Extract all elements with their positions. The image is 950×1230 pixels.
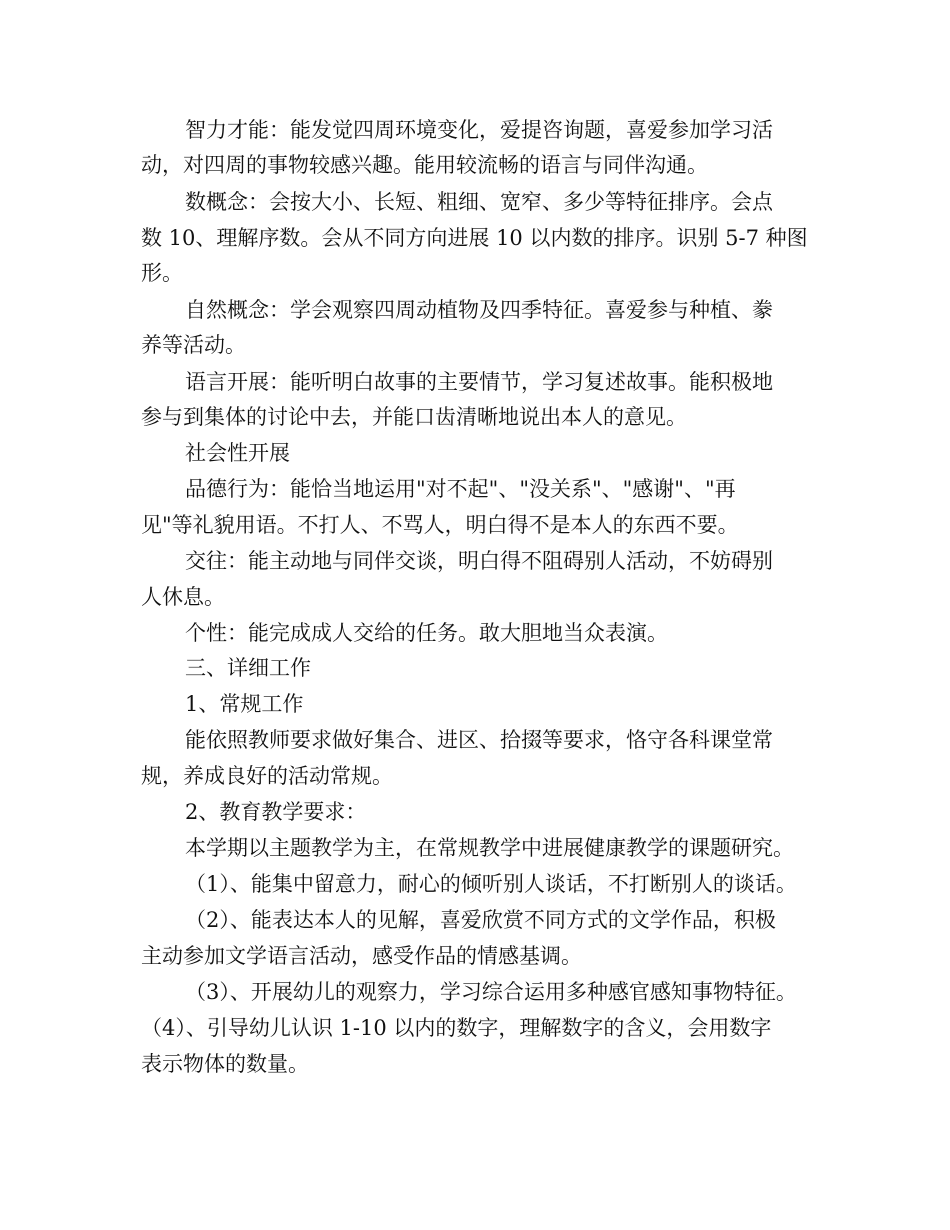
list-item-4-line-2: 表示物体的数量。	[141, 1052, 309, 1076]
list-item-4-line-1: （4）、引导幼儿认识 1-10 以内的数字，理解数字的含义，会用数字	[141, 1016, 772, 1040]
paragraph-language-line-1: 语言开展：能听明白故事的主要情节，学习复述故事。能积极地	[185, 370, 773, 394]
list-item-1: （1）、能集中留意力，耐心的倾听别人谈话，不打断别人的谈话。	[185, 872, 797, 896]
heading-social-development: 社会性开展	[185, 441, 290, 465]
paragraph-number-concept-line-3: 形。	[141, 261, 183, 285]
heading-section-three: 三、详细工作	[185, 656, 311, 680]
list-item-3: （3）、开展幼儿的观察力，学习综合运用多种感官感知事物特征。	[185, 980, 797, 1004]
paragraph-interaction-line-1: 交往：能主动地与同伴交谈，明白得不阻碍别人活动，不妨碍别	[185, 549, 773, 573]
list-item-2-line-2: 主动参加文学语言活动，感受作品的情感基调。	[141, 944, 582, 968]
paragraph-intellect-line-1: 智力才能：能发觉四周环境变化，爱提咨询题，喜爱参加学习活	[185, 118, 773, 142]
paragraph-morality-line-2: 见"等礼貌用语。不打人、不骂人，明白得不是本人的东西不要。	[141, 513, 739, 537]
heading-routine-work: 1、常规工作	[185, 692, 304, 716]
paragraph-language-line-2: 参与到集体的讨论中去，并能口齿清晰地说出本人的意见。	[141, 405, 687, 429]
paragraph-morality-line-1: 品德行为：能恰当地运用"对不起"、"没关系"、"感谢"、"再	[185, 477, 736, 501]
heading-teaching-requirements: 2、教育教学要求：	[185, 800, 367, 824]
paragraph-nature-concept-line-2: 养等活动。	[141, 333, 246, 357]
paragraph-number-concept-line-1: 数概念：会按大小、长短、粗细、宽窄、多少等特征排序。会点	[185, 190, 773, 214]
list-item-2-line-1: （2）、能表达本人的见解，喜爱欣赏不同方式的文学作品，积极	[185, 908, 776, 932]
paragraph-routine-line-1: 能依照教师要求做好集合、进区、拾掇等要求，恪守各科课堂常	[185, 728, 773, 752]
paragraph-intellect-line-2: 动，对四周的事物较感兴趣。能用较流畅的语言与同伴沟通。	[141, 153, 708, 177]
paragraph-personality: 个性：能完成成人交给的任务。敢大胆地当众表演。	[185, 621, 668, 645]
paragraph-number-concept-line-2: 数 10、理解序数。会从不同方向进展 10 以内数的排序。识别 5-7 种图	[141, 226, 808, 250]
paragraph-nature-concept-line-1: 自然概念：学会观察四周动植物及四季特征。喜爱参与种植、豢	[185, 298, 773, 322]
paragraph-semester-focus: 本学期以主题教学为主，在常规教学中进展健康教学的课题研究。	[185, 836, 794, 860]
paragraph-routine-line-2: 规，养成良好的活动常规。	[141, 764, 393, 788]
paragraph-interaction-line-2: 人休息。	[141, 585, 225, 609]
